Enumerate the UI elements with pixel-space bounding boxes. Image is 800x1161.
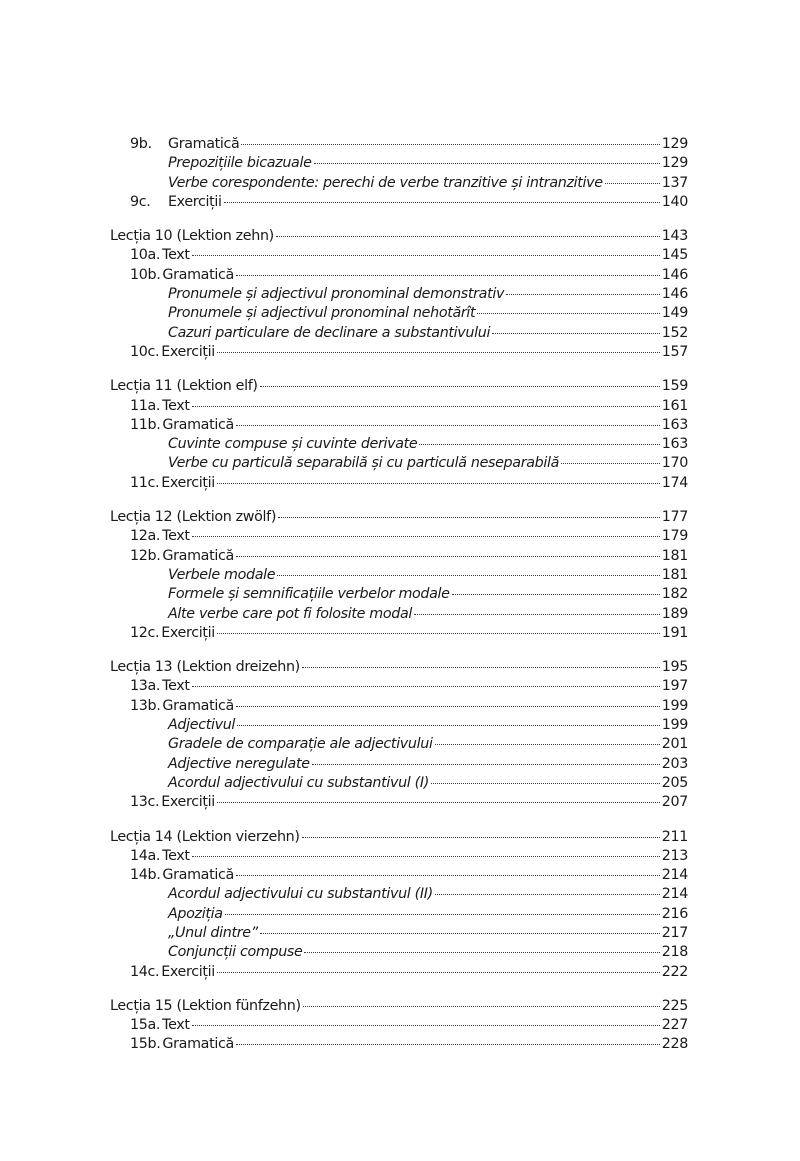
entry-label	[168, 174, 603, 193]
dot-leader	[236, 424, 660, 426]
entry-title: Lecția 12 (Lektion zwölf)	[110, 509, 277, 526]
toc-section-entry[interactable]	[110, 547, 688, 566]
dot-leader	[314, 162, 660, 164]
entry-label	[168, 585, 450, 604]
entry-label	[168, 454, 559, 473]
entry-label	[110, 1035, 234, 1054]
entry-title: Acordul adjectivului cu substantivul (II)	[168, 886, 433, 903]
entry-title: Text	[162, 397, 190, 414]
toc-section-entry[interactable]	[110, 963, 688, 982]
toc-section-entry[interactable]	[110, 343, 688, 362]
toc-lesson-entry[interactable]	[110, 227, 688, 246]
section-number: 11b.	[130, 416, 161, 433]
toc-section-entry[interactable]	[110, 416, 688, 435]
entry-label	[110, 624, 215, 643]
page-number: 179	[661, 528, 688, 545]
entry-title: Pronumele și adjectivul pronominal nehotărît	[168, 305, 476, 322]
entry-title: Text	[162, 847, 190, 864]
toc-subtopic-entry[interactable]	[110, 174, 688, 193]
page-number: 216	[661, 905, 688, 922]
entry-label	[110, 658, 300, 677]
section-number: 13b.	[130, 697, 161, 714]
dot-leader	[236, 1043, 660, 1045]
page-number: 181	[661, 547, 688, 564]
section-number: 14a.	[130, 847, 161, 864]
entry-title: Lecția 10 (Lektion zehn)	[110, 228, 274, 245]
entry-title: Lecția 13 (Lektion dreizehn)	[110, 659, 300, 676]
entry-label	[110, 828, 300, 847]
dot-leader	[236, 555, 660, 557]
dot-leader	[435, 893, 660, 895]
toc-subtopic-entry[interactable]	[110, 285, 688, 304]
entry-label	[168, 905, 223, 924]
page-number: 140	[661, 193, 688, 210]
dot-leader	[217, 971, 660, 973]
toc-subtopic-entry[interactable]	[110, 943, 688, 962]
toc-lesson-entry[interactable]	[110, 658, 688, 677]
entry-label	[168, 566, 275, 585]
entry-label	[168, 716, 235, 735]
dot-leader	[477, 312, 659, 314]
dot-leader	[217, 801, 660, 803]
entry-title: Exerciții	[161, 963, 215, 980]
entry-label	[168, 154, 312, 173]
toc-section-entry[interactable]	[110, 135, 688, 154]
entry-title: Gramatică	[162, 266, 234, 283]
toc-group	[110, 828, 688, 982]
entry-title: Exerciții	[161, 794, 215, 811]
section-number: 12b.	[130, 547, 161, 564]
page-number: 177	[661, 509, 688, 526]
section-number: 11c.	[130, 474, 160, 491]
toc-group	[110, 135, 688, 212]
entry-title: Formele și semnificațiile verbelor modale	[168, 586, 450, 603]
page-number: 199	[661, 717, 688, 734]
page-number: 218	[661, 944, 688, 961]
section-number: 14b.	[130, 867, 161, 884]
dot-leader	[217, 351, 660, 353]
entry-title: Gramatică	[162, 867, 234, 884]
section-number: 13a.	[130, 678, 161, 695]
section-number: 9c.	[130, 193, 151, 210]
entry-title: Text	[162, 247, 190, 264]
toc-section-entry[interactable]	[110, 1016, 688, 1035]
entry-title: Gramatică	[168, 136, 240, 152]
toc-section-entry[interactable]	[110, 866, 688, 885]
section-number: 13c.	[130, 794, 160, 811]
dot-leader	[192, 685, 660, 687]
entry-label	[110, 997, 301, 1016]
entry-title: Exerciții	[161, 624, 215, 641]
section-number: 14c.	[130, 963, 160, 980]
dot-leader	[236, 705, 660, 707]
page-number: 214	[661, 867, 688, 884]
entry-title: Gramatică	[162, 416, 234, 433]
dot-leader	[312, 763, 660, 765]
dot-leader	[304, 951, 659, 953]
dot-leader	[276, 235, 660, 237]
dot-leader	[435, 743, 660, 745]
page-number: 146	[661, 286, 688, 303]
toc-section-entry[interactable]	[110, 527, 688, 546]
page-number: 152	[661, 324, 688, 341]
page-number: 205	[661, 774, 688, 791]
toc-section-entry[interactable]	[110, 624, 688, 643]
page-number: 129	[661, 136, 688, 152]
toc-section-entry[interactable]	[110, 677, 688, 696]
page-number: 181	[661, 566, 688, 583]
toc-section-entry[interactable]	[110, 193, 688, 212]
entry-label	[110, 474, 215, 493]
entry-label	[110, 677, 190, 696]
section-number: 10c.	[130, 343, 160, 360]
toc-subtopic-entry[interactable]	[110, 585, 688, 604]
entry-label	[168, 735, 433, 754]
entry-title: Prepozițiile bicazuale	[168, 155, 312, 172]
toc-group	[110, 997, 688, 1055]
entry-label	[168, 605, 412, 624]
dot-leader	[419, 443, 659, 445]
toc-subtopic-entry[interactable]	[110, 154, 688, 173]
toc-group	[110, 377, 688, 493]
dot-leader	[192, 405, 660, 407]
page-number: 225	[661, 997, 688, 1014]
entry-label	[110, 1016, 190, 1035]
dot-leader	[237, 724, 660, 726]
page-number: 227	[661, 1017, 688, 1034]
section-number: 15b.	[130, 1036, 161, 1053]
page-number: 203	[661, 755, 688, 772]
page-number: 137	[661, 174, 688, 191]
dot-leader	[217, 632, 660, 634]
page-number: 207	[661, 794, 688, 811]
entry-label	[110, 527, 190, 546]
section-number: 11a.	[130, 397, 161, 414]
toc-section-entry[interactable]	[110, 697, 688, 716]
entry-label	[168, 924, 258, 943]
toc-group	[110, 227, 688, 362]
dot-leader	[561, 462, 660, 464]
dot-leader	[431, 782, 660, 784]
entry-label	[110, 343, 215, 362]
dot-leader	[224, 201, 660, 203]
dot-leader	[236, 274, 660, 276]
entry-title: Apoziția	[168, 905, 223, 922]
dot-leader	[278, 516, 660, 518]
page-number: 211	[661, 828, 688, 845]
page-number: 163	[661, 436, 688, 453]
toc-subtopic-entry[interactable]	[110, 324, 688, 343]
entry-title: Text	[162, 678, 190, 695]
page-number: 222	[661, 963, 688, 980]
entry-title: Adjectivul	[168, 717, 236, 734]
entry-label	[168, 304, 475, 323]
section-number: 10a.	[130, 247, 161, 264]
dot-leader	[192, 1024, 660, 1026]
entry-title: Lecția 15 (Lektion fünfzehn)	[110, 997, 301, 1014]
toc-section-entry[interactable]	[110, 246, 688, 265]
dot-leader	[452, 593, 660, 595]
toc-subtopic-entry[interactable]	[110, 454, 688, 473]
section-number: 12a.	[130, 528, 161, 545]
entry-title: Conjuncții compuse	[168, 944, 303, 961]
dot-leader	[241, 143, 659, 145]
toc-subtopic-entry[interactable]	[110, 735, 688, 754]
toc-subtopic-entry[interactable]	[110, 435, 688, 454]
table-of-contents	[110, 135, 688, 1070]
page-number: 214	[661, 886, 688, 903]
section-number: 9b.	[130, 136, 152, 152]
toc-section-entry[interactable]	[110, 397, 688, 416]
toc-subtopic-entry[interactable]	[110, 716, 688, 735]
section-number: 15a.	[130, 1017, 161, 1034]
dot-leader	[260, 385, 660, 387]
page-number: 145	[661, 247, 688, 264]
entry-label	[110, 963, 215, 982]
page-number: 195	[661, 659, 688, 676]
toc-group	[110, 508, 688, 643]
dot-leader	[192, 855, 660, 857]
entry-title: Exerciții	[161, 343, 215, 360]
entry-title: Text	[162, 528, 190, 545]
entry-title: Lecția 14 (Lektion vierzehn)	[110, 828, 300, 845]
entry-label	[110, 246, 190, 265]
page-number: 182	[661, 586, 688, 603]
entry-label	[168, 943, 302, 962]
entry-label	[110, 377, 258, 396]
dot-leader	[192, 535, 660, 537]
entry-title: Exerciții	[161, 474, 215, 491]
entry-title: Gramatică	[162, 547, 234, 564]
toc-section-entry[interactable]	[110, 266, 688, 285]
dot-leader	[277, 574, 660, 576]
entry-label	[110, 266, 234, 285]
page-number: 170	[661, 455, 688, 472]
entry-title: Lecția 11 (Lektion elf)	[110, 378, 258, 395]
dot-leader	[236, 874, 660, 876]
entry-label	[168, 285, 504, 304]
toc-section-entry[interactable]	[110, 474, 688, 493]
page-number: 157	[661, 343, 688, 360]
entry-label	[168, 435, 417, 454]
page-number: 201	[661, 736, 688, 753]
toc-subtopic-entry[interactable]	[110, 566, 688, 585]
toc-section-entry[interactable]	[110, 793, 688, 812]
entry-label	[168, 774, 429, 793]
page-number: 217	[661, 924, 688, 941]
entry-label	[110, 227, 274, 246]
page-number: 199	[661, 697, 688, 714]
entry-label	[110, 793, 215, 812]
entry-label	[110, 397, 190, 416]
toc-lesson-entry[interactable]	[110, 508, 688, 527]
entry-label	[110, 847, 190, 866]
page-number: 159	[661, 378, 688, 395]
entry-label	[168, 755, 310, 774]
entry-title: Verbe cu particulă separabilă și cu particulă neseparabilă	[168, 455, 560, 472]
entry-label	[110, 135, 239, 154]
entry-title: Pronumele și adjectivul pronominal demonstrativ	[168, 286, 505, 303]
toc-subtopic-entry[interactable]	[110, 924, 688, 943]
dot-leader	[192, 254, 660, 256]
entry-title: Verbe corespondente: perechi de verbe tranzitive și intranzitive	[168, 174, 603, 191]
entry-label	[168, 324, 490, 343]
entry-title: Adjective neregulate	[168, 755, 310, 772]
dot-leader	[414, 613, 660, 615]
toc-subtopic-entry[interactable]	[110, 755, 688, 774]
dot-leader	[217, 482, 660, 484]
page-number: 143	[661, 228, 688, 245]
dot-leader	[605, 182, 660, 184]
dot-leader	[302, 666, 660, 668]
section-number: 12c.	[130, 624, 160, 641]
page-number: 129	[661, 155, 688, 172]
toc-lesson-entry[interactable]	[110, 997, 688, 1016]
toc-subtopic-entry[interactable]	[110, 905, 688, 924]
dot-leader	[225, 913, 660, 915]
dot-leader	[492, 332, 660, 334]
entry-title: Acordul adjectivului cu substantivul (I)	[168, 774, 429, 791]
dot-leader	[260, 932, 660, 934]
toc-subtopic-entry[interactable]	[110, 774, 688, 793]
toc-subtopic-entry[interactable]	[110, 304, 688, 323]
page-number: 161	[661, 397, 688, 414]
toc-section-entry[interactable]	[110, 847, 688, 866]
page-number: 174	[661, 474, 688, 491]
page-number: 189	[661, 605, 688, 622]
entry-title: Gramatică	[162, 697, 234, 714]
dot-leader	[303, 1005, 660, 1007]
entry-label	[110, 547, 234, 566]
entry-title: Verbele modale	[168, 566, 276, 583]
toc-subtopic-entry[interactable]	[110, 885, 688, 904]
toc-group	[110, 658, 688, 812]
entry-label	[168, 885, 433, 904]
entry-label	[110, 508, 276, 527]
page-number: 213	[661, 847, 688, 864]
toc-lesson-entry[interactable]	[110, 828, 688, 847]
entry-title: Alte verbe care pot fi folosite modal	[168, 605, 413, 622]
toc-section-entry[interactable]	[110, 1035, 688, 1054]
entry-title: „Unul dintre”	[168, 924, 258, 941]
page-number: 149	[661, 305, 688, 322]
entry-title: Cazuri particulare de declinare a substantivului	[168, 324, 491, 341]
toc-lesson-entry[interactable]	[110, 377, 688, 396]
page-number: 228	[661, 1036, 688, 1053]
entry-title: Cuvinte compuse și cuvinte derivate	[168, 436, 418, 453]
entry-title: Exerciții	[168, 193, 222, 210]
entry-title: Text	[162, 1017, 190, 1034]
page-number: 197	[661, 678, 688, 695]
section-number: 10b.	[130, 266, 161, 283]
page-number: 191	[661, 624, 688, 641]
page-number: 163	[661, 416, 688, 433]
dot-leader	[302, 836, 660, 838]
entry-title: Gradele de comparație ale adjectivului	[168, 736, 433, 753]
page-number: 146	[661, 266, 688, 283]
entry-label	[110, 193, 222, 212]
entry-label	[110, 697, 234, 716]
dot-leader	[506, 293, 660, 295]
toc-subtopic-entry[interactable]	[110, 605, 688, 624]
entry-label	[110, 416, 234, 435]
entry-title: Gramatică	[162, 1036, 234, 1053]
entry-label	[110, 866, 234, 885]
